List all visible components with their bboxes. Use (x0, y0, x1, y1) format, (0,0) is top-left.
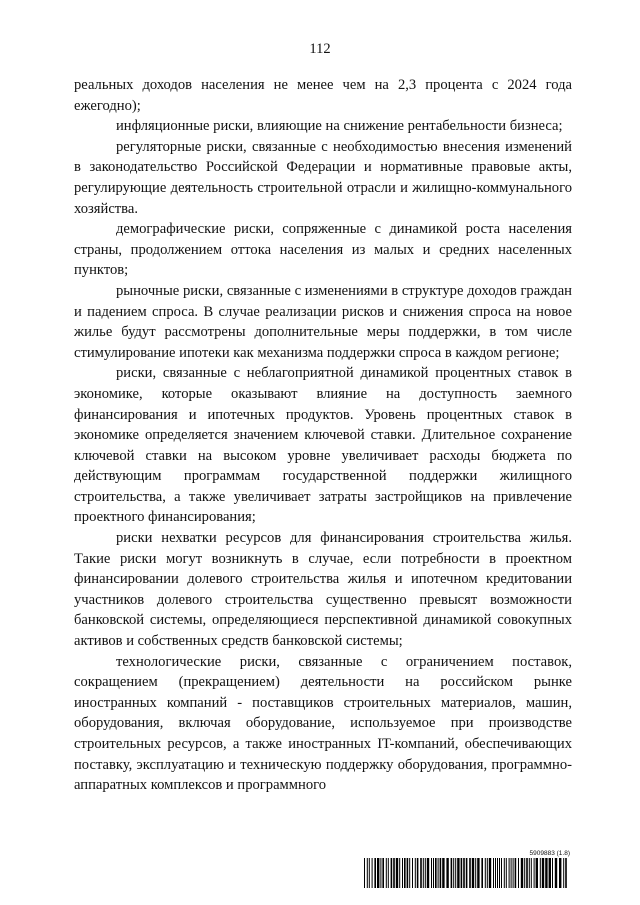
paragraph: реальных доходов населения не менее чем на 2,3 процента с 2024 года ежегодно); (74, 77, 572, 114)
paragraph: регуляторные риски, связанные с необходимостью внесения изменений в законодательство Российской Федерации и нормативные правовые акты, регулирующие деятельность строительной отрасли и жилищно-коммунального хозяйства. (74, 138, 572, 217)
paragraph: риски нехватки ресурсов для финансирования строительства жилья. Такие риски могут возникнуть в случае, если потребности в проектном финансировании долевого строительства жилья и ипотечном кредитовании участников долевого строительства существенно превысят возможности банковской системы, определяющиеся перспективной динамикой совокупных активов и собственных средств банковской системы; (74, 530, 572, 650)
document-body (74, 75, 572, 796)
page-number: 112 (309, 41, 331, 57)
paragraph: инфляционные риски, влияющие на снижение рентабельности бизнеса; (116, 118, 563, 135)
barcode-icon (364, 858, 570, 888)
document-code: 5909883 (1.8) (529, 850, 570, 857)
paragraph: демографические риски, сопряженные с динамикой роста населения страны, продолжением оттока населения из малых и средних населенных пунктов; (74, 221, 572, 279)
paragraph: рыночные риски, связанные с изменениями в структуре доходов граждан и падением спроса. В случае реализации рисков и снижения спроса на новое жилье будут рассмотрены дополнительные меры поддержки, в том числе стимулирование ипотеки как механизма поддержки спроса в каждом регионе; (74, 282, 572, 361)
paragraph: технологические риски, связанные с ограничением поставок, сокращением (прекращением) деятельности на российском рынке иностранных компаний - поставщиков строительных материалов, машин, оборудования, включая оборудование, используемое при производстве строительных ресурсов, а также иностранных IT-компаний, обеспечивающих поставку, эксплуатацию и техническую поддержку оборудования, программно-аппаратных комплексов и программного (74, 653, 572, 794)
paragraph: риски, связанные с неблагоприятной динамикой процентных ставок в экономике, которые оказывают влияние на доступность заемного финансирования и ипотечных продуктов. Уровень процентных ставок в экономике определяется значением ключевой ставки. Длительное сохранение ключевой ставки на высоком уровне увеличивает расходы бюджета по действующим программам государственной поддержки жилищного строительства, а также увеличивает затраты застройщиков на привлечение проектного финансирования; (74, 365, 572, 526)
